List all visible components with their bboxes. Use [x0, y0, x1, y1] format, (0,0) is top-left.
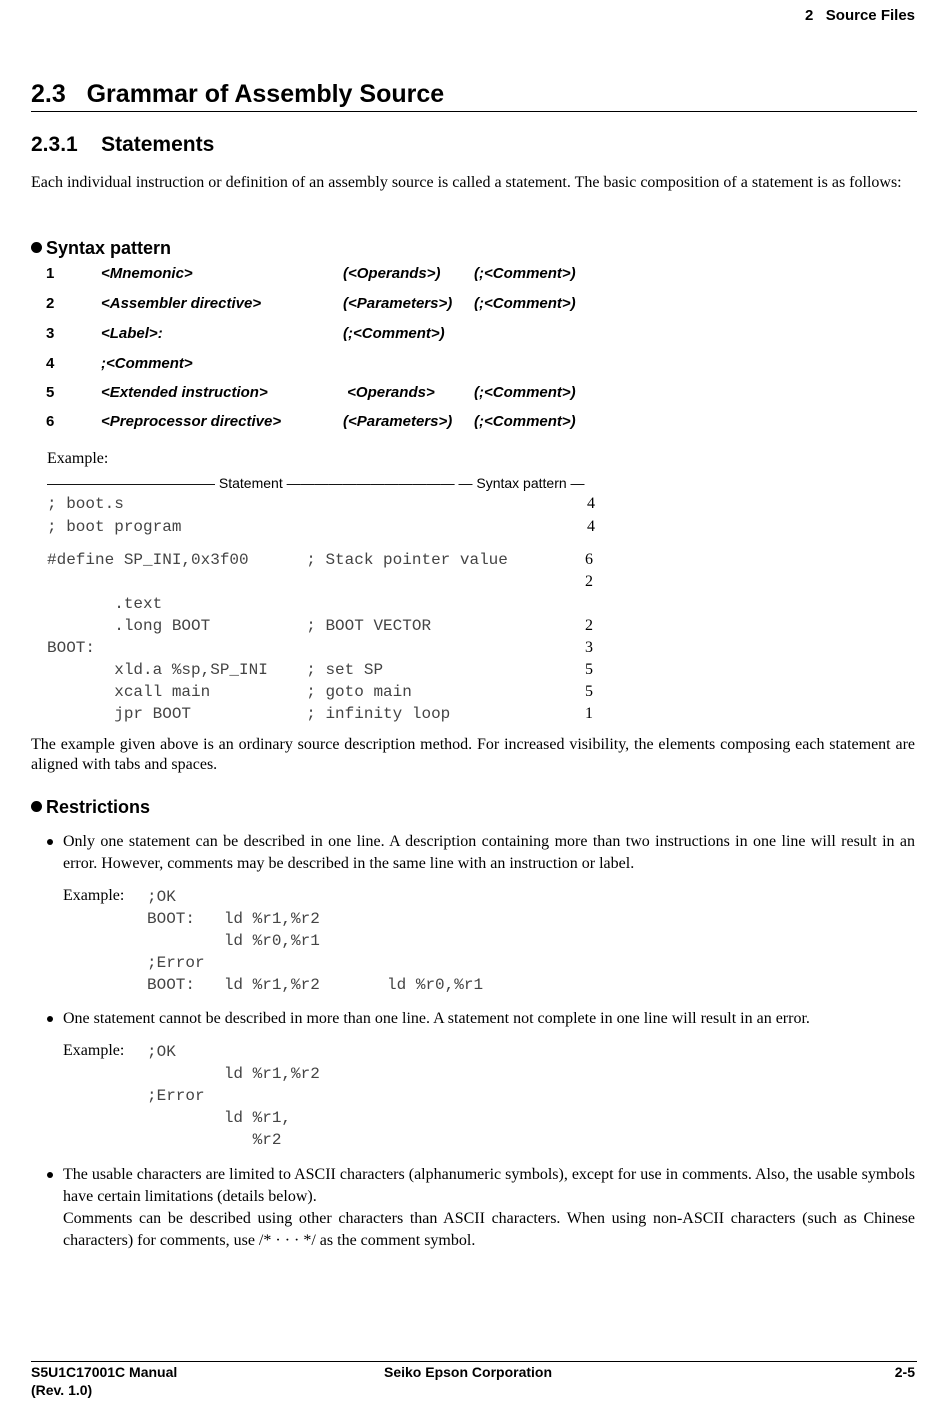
- code-line: ;Error: [147, 954, 205, 972]
- syntax-row-element: <Preprocessor directive>: [101, 413, 282, 430]
- code-line: jpr BOOT ; infinity loop: [47, 705, 451, 723]
- bullet-dot-icon: [47, 1016, 53, 1022]
- code-line: ;OK: [147, 888, 176, 906]
- pattern-number: 4: [587, 495, 595, 512]
- code-line: #define SP_INI,0x3f00 ; Stack pointer value: [47, 551, 508, 569]
- syntax-row-operands: (<Operands>): [343, 265, 441, 282]
- syntax-row-number: 3: [46, 325, 55, 342]
- code-line: .long BOOT ; BOOT VECTOR: [47, 617, 432, 635]
- syntax-row-comment: (;<Comment>): [474, 413, 576, 430]
- code-line: BOOT:: [47, 639, 96, 657]
- syntax-row-element: ;<Comment>: [101, 355, 193, 372]
- syntax-row-element: <Label>:: [101, 325, 163, 342]
- after-example-paragraph: The example given above is an ordinary source description method. For increased visibility, the elements composing each statement are aligned with tabs and spaces.: [31, 736, 915, 773]
- pattern-number: 6: [585, 551, 593, 568]
- bullet-dot-icon: [31, 242, 42, 253]
- syntax-row-element: <Mnemonic>: [101, 265, 193, 282]
- bullet-dot-icon: [47, 839, 53, 845]
- syntax-row-number: 6: [46, 413, 55, 430]
- footer-page-number: 2-5: [894, 1364, 915, 1380]
- code-line: %r2: [147, 1131, 282, 1149]
- intro-paragraph: Each individual instruction or definition of an assembly source is called a statement. The basic composition of a statement is as follows:: [31, 174, 902, 191]
- example-label: Example:: [47, 450, 109, 467]
- restrictions-heading: [31, 797, 150, 818]
- syntax-row-number: 5: [46, 384, 55, 401]
- syntax-row-element: <Assembler directive>: [101, 295, 262, 312]
- footer-manual: S5U1C17001C Manual: [31, 1364, 178, 1380]
- syntax-heading: [31, 238, 171, 259]
- example-label: Example:: [63, 1042, 125, 1059]
- section-title-text: Grammar of Assembly Source: [86, 80, 445, 108]
- syntax-row-number: 1: [46, 265, 55, 282]
- subsection-title-text: Statements: [101, 133, 215, 156]
- code-line: ld %r1,%r2: [147, 1065, 320, 1083]
- pattern-number: 4: [587, 518, 595, 535]
- code-line: ; boot.s: [47, 495, 124, 513]
- syntax-row-operands: (<Parameters>): [343, 295, 453, 312]
- syntax-row-operands: <Operands>: [343, 384, 435, 401]
- bullet-dot-icon: [31, 801, 42, 812]
- code-line: ld %r0,%r1: [147, 932, 320, 950]
- code-line: ;OK: [147, 1043, 176, 1061]
- section-number: 2.3: [31, 80, 66, 108]
- footer-revision: (Rev. 1.0): [31, 1382, 93, 1398]
- code-line: xld.a %sp,SP_INI ; set SP: [47, 661, 384, 679]
- subsection-number: 2.3.1: [31, 133, 78, 156]
- pattern-number: 2: [585, 573, 593, 590]
- restriction-one-line: Only one statement can be described in one line. A description containing more than two instructions in one line will result in an error. However, comments may be described in the same line with an instruction or label.: [63, 833, 915, 872]
- pattern-number: 1: [585, 705, 593, 722]
- syntax-heading-text: Syntax pattern: [46, 238, 172, 258]
- syntax-row-number: 4: [46, 355, 55, 372]
- example-label: Example:: [63, 887, 125, 904]
- syntax-row-operands: (;<Comment>): [343, 325, 445, 342]
- syntax-row-comment: (;<Comment>): [474, 384, 576, 401]
- restriction-comment-chars: Comments can be described using other characters than ASCII characters. When using non-ASCII characters (such as Chinese characters) for comments, use /* · · · */ as the comment symbol.: [63, 1210, 915, 1249]
- pattern-number: 2: [585, 617, 593, 634]
- section-title-rule: [31, 111, 917, 112]
- syntax-row-comment: (;<Comment>): [474, 265, 576, 282]
- restrictions-heading-text: Restrictions: [46, 797, 151, 817]
- restriction-multi-line: One statement cannot be described in more than one line. A statement not complete in one line will result in an error.: [63, 1010, 810, 1027]
- code-line: BOOT: ld %r1,%r2 ld %r0,%r1: [147, 976, 484, 994]
- code-line: .text: [47, 595, 163, 613]
- section-title: [31, 80, 444, 109]
- code-line: ;Error: [147, 1087, 205, 1105]
- code-line: ld %r1,: [147, 1109, 292, 1127]
- code-line: xcall main ; goto main: [47, 683, 412, 701]
- pattern-number: 3: [585, 639, 593, 656]
- pattern-number: 5: [585, 683, 593, 700]
- subsection-title: [31, 133, 214, 157]
- syntax-row-operands: (<Parameters>): [343, 413, 453, 430]
- bullet-dot-icon: [47, 1172, 53, 1178]
- statement-pattern-bar: ———————————— Statement ———————————— — Syntax pattern —: [47, 475, 585, 491]
- pattern-number: 5: [585, 661, 593, 678]
- code-line: BOOT: ld %r1,%r2: [147, 910, 320, 928]
- syntax-row-number: 2: [46, 295, 55, 312]
- syntax-row-comment: (;<Comment>): [474, 295, 576, 312]
- footer-company: Seiko Epson Corporation: [384, 1364, 553, 1380]
- syntax-row-element: <Extended instruction>: [101, 384, 268, 401]
- footer-rule: [31, 1361, 917, 1362]
- running-header: 2 Source Files: [804, 7, 915, 24]
- code-line: ; boot program: [47, 518, 182, 536]
- restriction-ascii: The usable characters are limited to ASCII characters (alphanumeric symbols), except for use in comments. Also, the usable symbols have certain limitations (details below).: [63, 1166, 915, 1205]
